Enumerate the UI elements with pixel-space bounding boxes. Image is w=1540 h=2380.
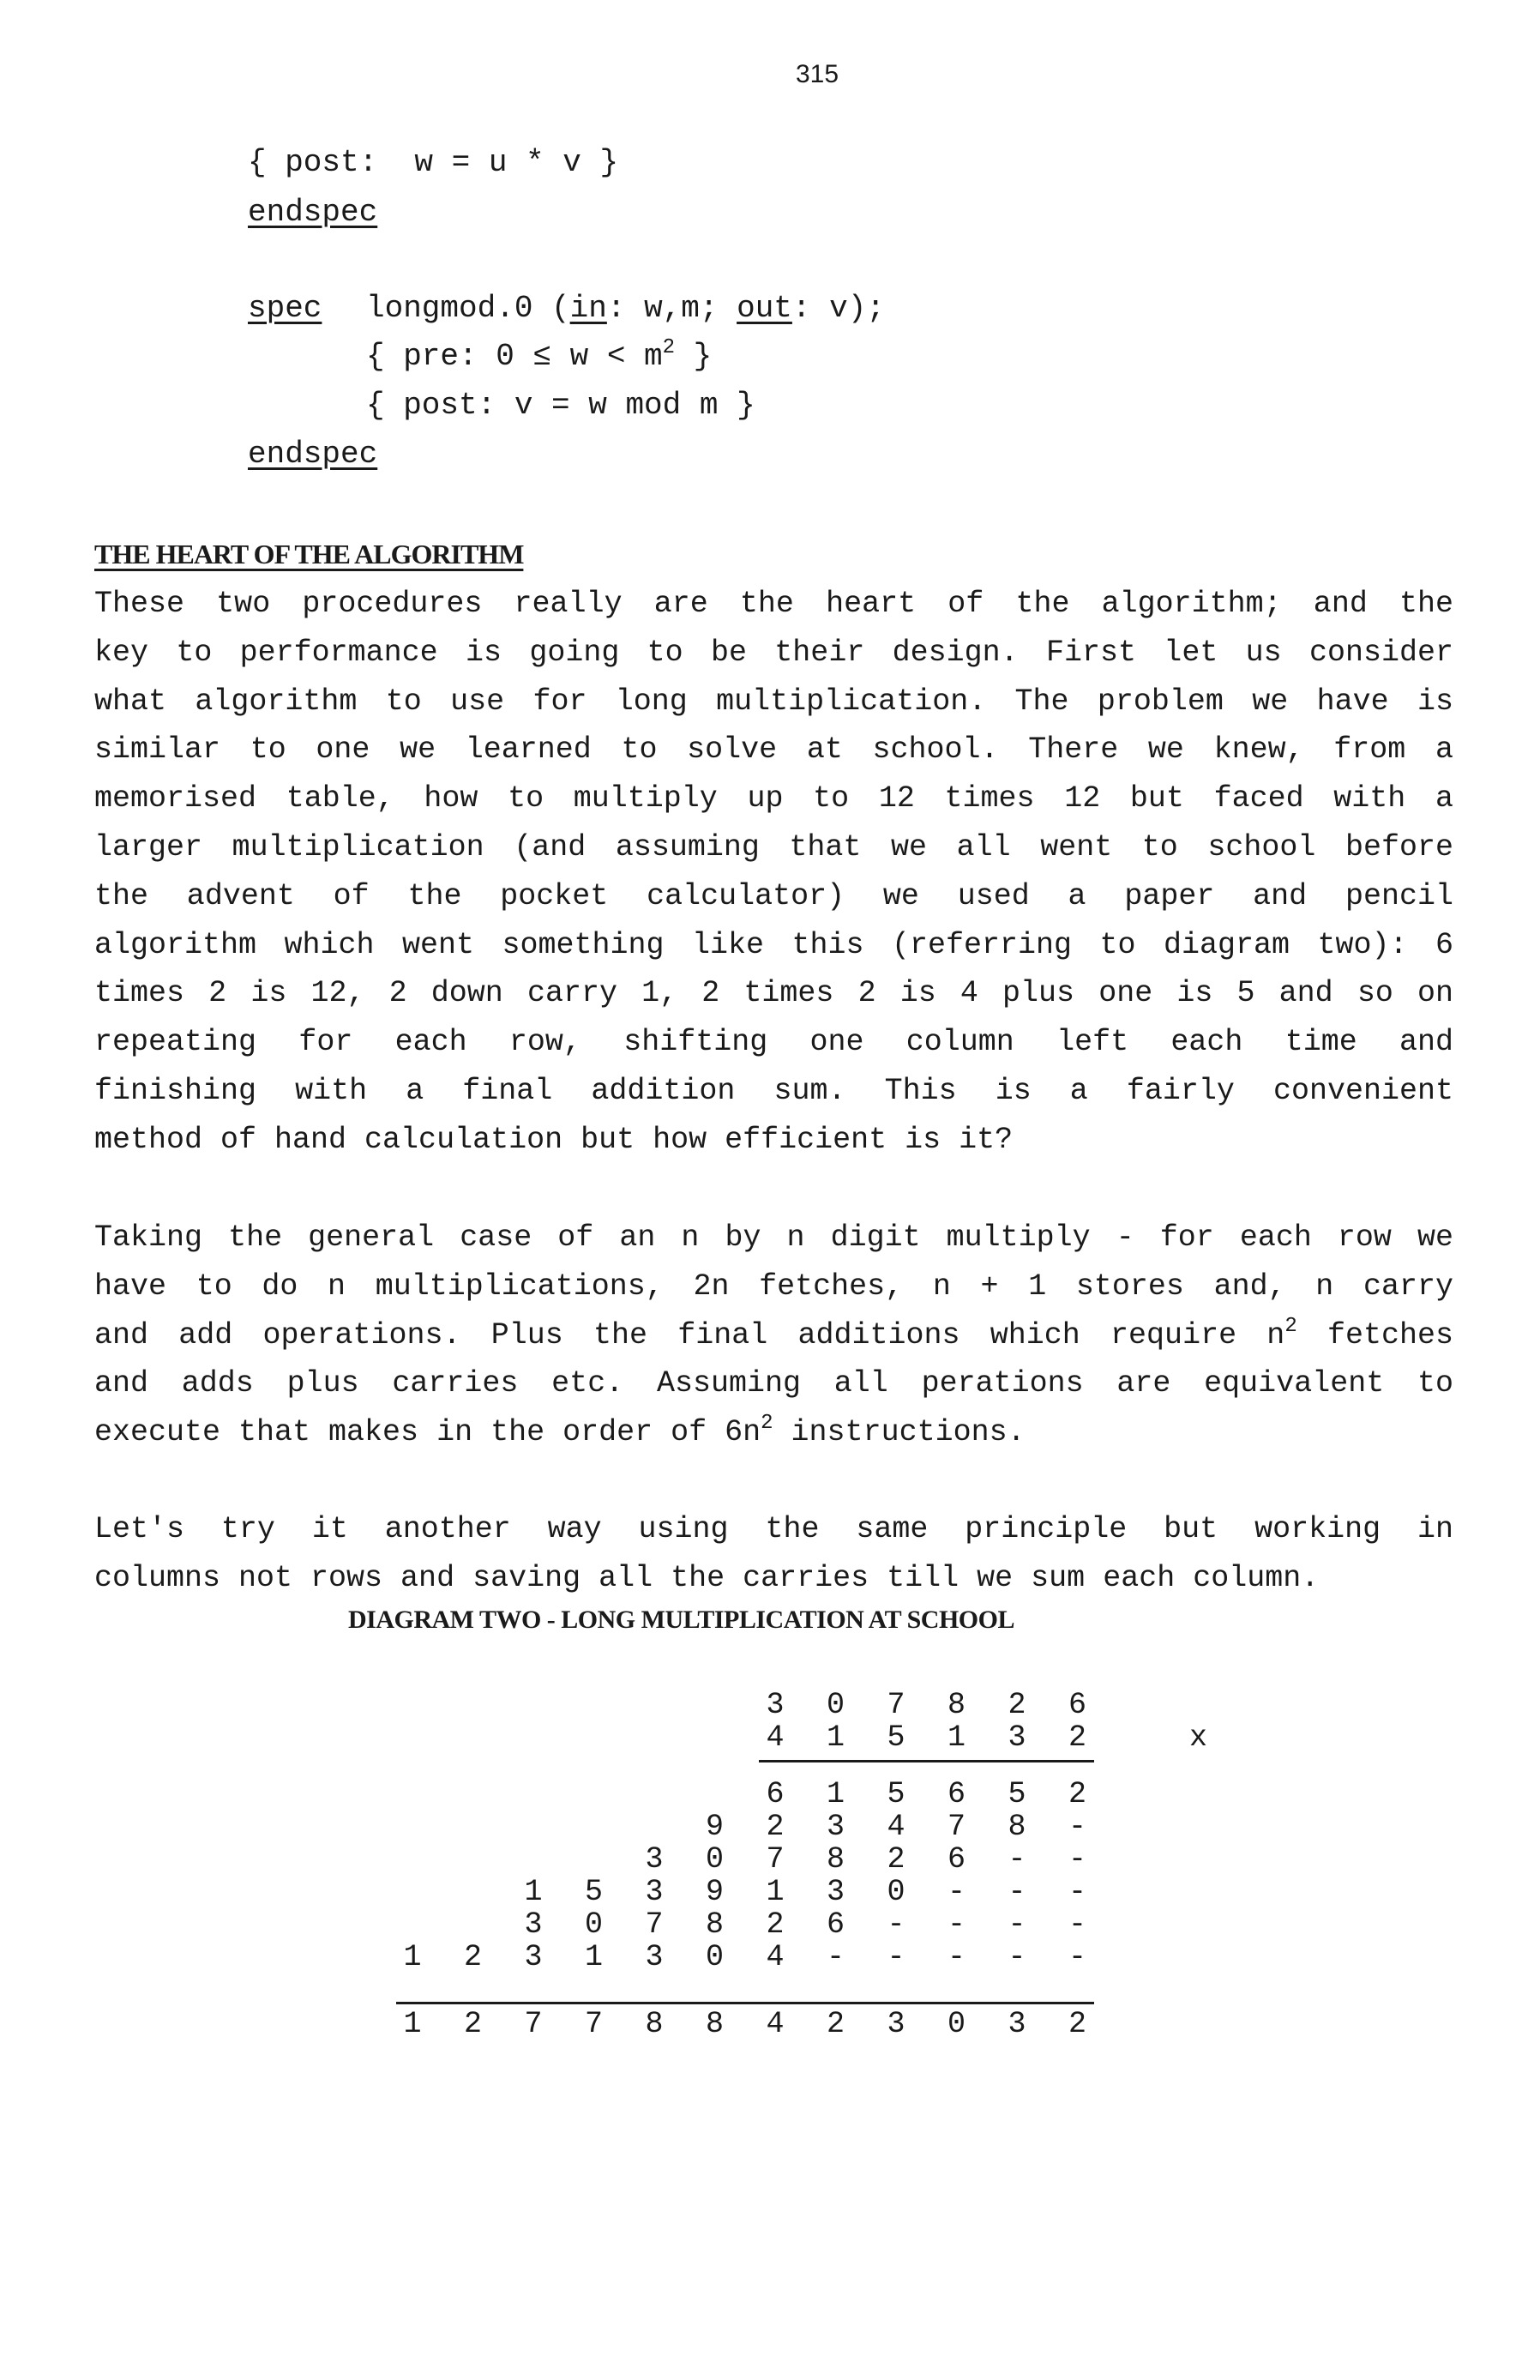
partial-product-digit: 9 [705, 1810, 724, 1844]
partial-product-digit: 0 [887, 1875, 905, 1909]
partial-product-digit: - [1008, 1940, 1026, 1974]
partial-product-digit: 2 [1068, 1777, 1086, 1811]
paragraph-3 [94, 1505, 1453, 1603]
pre-text: { pre: 0 ≤ w < m [366, 339, 663, 374]
in-args: : w,m; [606, 291, 737, 326]
partial-product-digit: 7 [766, 1842, 785, 1877]
text-line: and adds plus carries etc. Assuming all perations are equivalent to [94, 1366, 1453, 1401]
partial-product-digit: - [1068, 1907, 1086, 1942]
section-heading: THE HEART OF THE ALGORITHM [94, 539, 524, 569]
text-line: method of hand calculation but how efficient is it? [94, 1122, 1014, 1157]
multiplicand-digit: 8 [947, 1688, 966, 1722]
endspec-keyword-2 [248, 437, 377, 472]
partial-product-digit: 1 [524, 1875, 543, 1909]
diagram-title: DIAGRAM TWO - LONG MULTIPLICATION AT SCHOOL [348, 1606, 1014, 1634]
post-condition-mod: { post: v = w mod m } [366, 388, 755, 423]
partial-product-digit: 5 [584, 1875, 603, 1909]
result-digit: 1 [403, 2007, 422, 2041]
text-segment: and add operations. Plus the final additions which require n [94, 1317, 1285, 1353]
endspec-1: endspec [248, 195, 378, 230]
partial-product-digit: - [947, 1940, 966, 1974]
text-line: larger multiplication (and assuming that we all went to school before [94, 829, 1453, 865]
text-line [94, 1311, 1453, 1360]
sum-rule [396, 2002, 1094, 2004]
in-keyword: in [569, 291, 607, 326]
page-number: 315 [796, 60, 839, 88]
partial-product-digit: 3 [645, 1875, 664, 1909]
result-digit: 3 [887, 2007, 905, 2041]
result-digit: 0 [947, 2007, 966, 2041]
multiplicand-digit: 0 [826, 1688, 845, 1722]
text-line: times 2 is 12, 2 down carry 1, 2 times 2 is 4 plus one is 5 and so on [94, 976, 1453, 1011]
result-digit: 2 [463, 2007, 482, 2041]
partial-product-digit: 3 [645, 1842, 664, 1877]
out-args: : v); [791, 291, 885, 326]
result-digit: 2 [826, 2007, 845, 2041]
partial-product-digit: 8 [1008, 1810, 1026, 1844]
partial-product-digit: 6 [766, 1777, 785, 1811]
partial-product-digit: 9 [705, 1875, 724, 1909]
partial-product-digit: 2 [766, 1907, 785, 1942]
partial-product-digit: 5 [1008, 1777, 1026, 1811]
text-line: finishing with a final addition sum. This is a fairly convenient [94, 1073, 1453, 1108]
result-digit: 3 [1008, 2007, 1026, 2041]
text-line: key to performance is going to be their design. First let us consider [94, 635, 1453, 670]
text-segment: execute that makes in the order of 6n [94, 1415, 761, 1450]
partial-product-digit: - [1008, 1842, 1026, 1877]
superscript: 2 [1284, 1314, 1297, 1338]
result-digit: 2 [1068, 2007, 1086, 2041]
partial-product-digit: 6 [947, 1777, 966, 1811]
partial-product-digit: 5 [887, 1777, 905, 1811]
partial-product-digit: 3 [524, 1907, 543, 1942]
partial-product-digit: - [887, 1940, 905, 1974]
multiplication-rule [759, 1760, 1094, 1762]
partial-product-digit: 1 [826, 1777, 845, 1811]
partial-product-digit: - [887, 1907, 905, 1942]
partial-product-digit: - [947, 1875, 966, 1909]
result-digit: 8 [645, 2007, 664, 2041]
partial-product-digit: - [1008, 1907, 1026, 1942]
partial-product-digit: 3 [826, 1875, 845, 1909]
partial-product-digit: 2 [887, 1842, 905, 1877]
text-line: memorised table, how to multiply up to 12 times 12 but faced with a [94, 781, 1453, 816]
partial-product-digit: 2 [463, 1940, 482, 1974]
multiplier-digit: 1 [826, 1720, 845, 1755]
text-line: algorithm which went something like this (referring to diagram two): 6 [94, 927, 1453, 962]
spec-keyword [248, 292, 322, 326]
text-line: have to do n multiplications, 2n fetches, n + 1 stores and, n carry [94, 1268, 1453, 1304]
multiplier-digit: 1 [947, 1720, 966, 1755]
result-digit: 8 [705, 2007, 724, 2041]
partial-product-digit: - [1068, 1810, 1086, 1844]
multiply-operator: x [1188, 1720, 1207, 1755]
text-segment: fetches [1296, 1317, 1453, 1353]
partial-product-digit: 3 [645, 1940, 664, 1974]
longmod-signature [366, 292, 885, 326]
partial-product-digit: 3 [524, 1940, 543, 1974]
text-line: Let's try it another way using the same principle but working in [94, 1512, 1453, 1546]
partial-product-digit: - [1008, 1875, 1026, 1909]
multiplicand-digit: 3 [766, 1688, 785, 1722]
partial-product-digit: - [1068, 1842, 1086, 1877]
text-line: repeating for each row, shifting one column left each time and [94, 1025, 1453, 1060]
multiplier-digit: 2 [1068, 1720, 1086, 1755]
result-digit: 4 [766, 2007, 785, 2041]
partial-product-digit: 0 [705, 1842, 724, 1877]
partial-product-digit: 6 [826, 1907, 845, 1942]
text-line: These two procedures really are the heart of the algorithm; and the [94, 587, 1453, 621]
partial-product-digit: 1 [403, 1940, 422, 1974]
partial-product-digit: 1 [766, 1875, 785, 1909]
partial-product-digit: 6 [947, 1842, 966, 1877]
text-line: similar to one we learned to solve at school. There we knew, from a [94, 732, 1453, 768]
partial-product-digit: 7 [947, 1810, 966, 1844]
longmod-name: longmod.0 ( [366, 291, 570, 326]
partial-product-digit: 0 [705, 1940, 724, 1974]
partial-product-digit: 0 [584, 1907, 603, 1942]
pre-superscript: 2 [662, 336, 676, 359]
partial-product-digit: - [1068, 1940, 1086, 1974]
pre-close: } [675, 339, 713, 374]
text-line [94, 1408, 1453, 1457]
text-line: the advent of the pocket calculator) we used a paper and pencil [94, 878, 1453, 913]
endspec-keyword [248, 196, 377, 230]
multiplicand-digit: 7 [887, 1688, 905, 1722]
post-condition-multiply: { post: w = u * v } [248, 145, 619, 180]
paragraph-2 [94, 1214, 1453, 1457]
partial-product-digit: 4 [887, 1810, 905, 1844]
spec-label: spec [248, 291, 322, 326]
partial-product-digit: 3 [826, 1810, 845, 1844]
partial-product-digit: 8 [826, 1842, 845, 1877]
partial-product-digit: 1 [584, 1940, 603, 1974]
partial-product-digit: 4 [766, 1940, 785, 1974]
text-line: what algorithm to use for long multiplication. The problem we have is [94, 684, 1453, 719]
partial-product-digit: 8 [705, 1907, 724, 1942]
text-segment: instructions. [773, 1415, 1026, 1450]
superscript: 2 [761, 1412, 773, 1436]
partial-product-digit: 2 [766, 1810, 785, 1844]
text-line: Taking the general case of an n by n digit multiply - for each row we [94, 1220, 1453, 1255]
result-digit: 7 [524, 2007, 543, 2041]
out-keyword: out [737, 291, 792, 326]
multiplicand-digit: 6 [1068, 1688, 1086, 1722]
partial-product-digit: - [826, 1940, 845, 1974]
multiplier-digit: 3 [1008, 1720, 1026, 1755]
text-line: columns not rows and saving all the carries till we sum each column. [94, 1560, 1320, 1595]
multiplier-digit: 5 [887, 1720, 905, 1755]
partial-product-digit: - [1068, 1875, 1086, 1909]
paragraph-1 [94, 580, 1453, 1165]
partial-product-digit: - [947, 1907, 966, 1942]
multiplicand-digit: 2 [1008, 1688, 1026, 1722]
pre-condition [366, 336, 713, 374]
result-digit: 7 [584, 2007, 603, 2041]
multiplier-digit: 4 [766, 1720, 785, 1755]
endspec-2: endspec [248, 437, 378, 472]
partial-product-digit: 7 [645, 1907, 664, 1942]
